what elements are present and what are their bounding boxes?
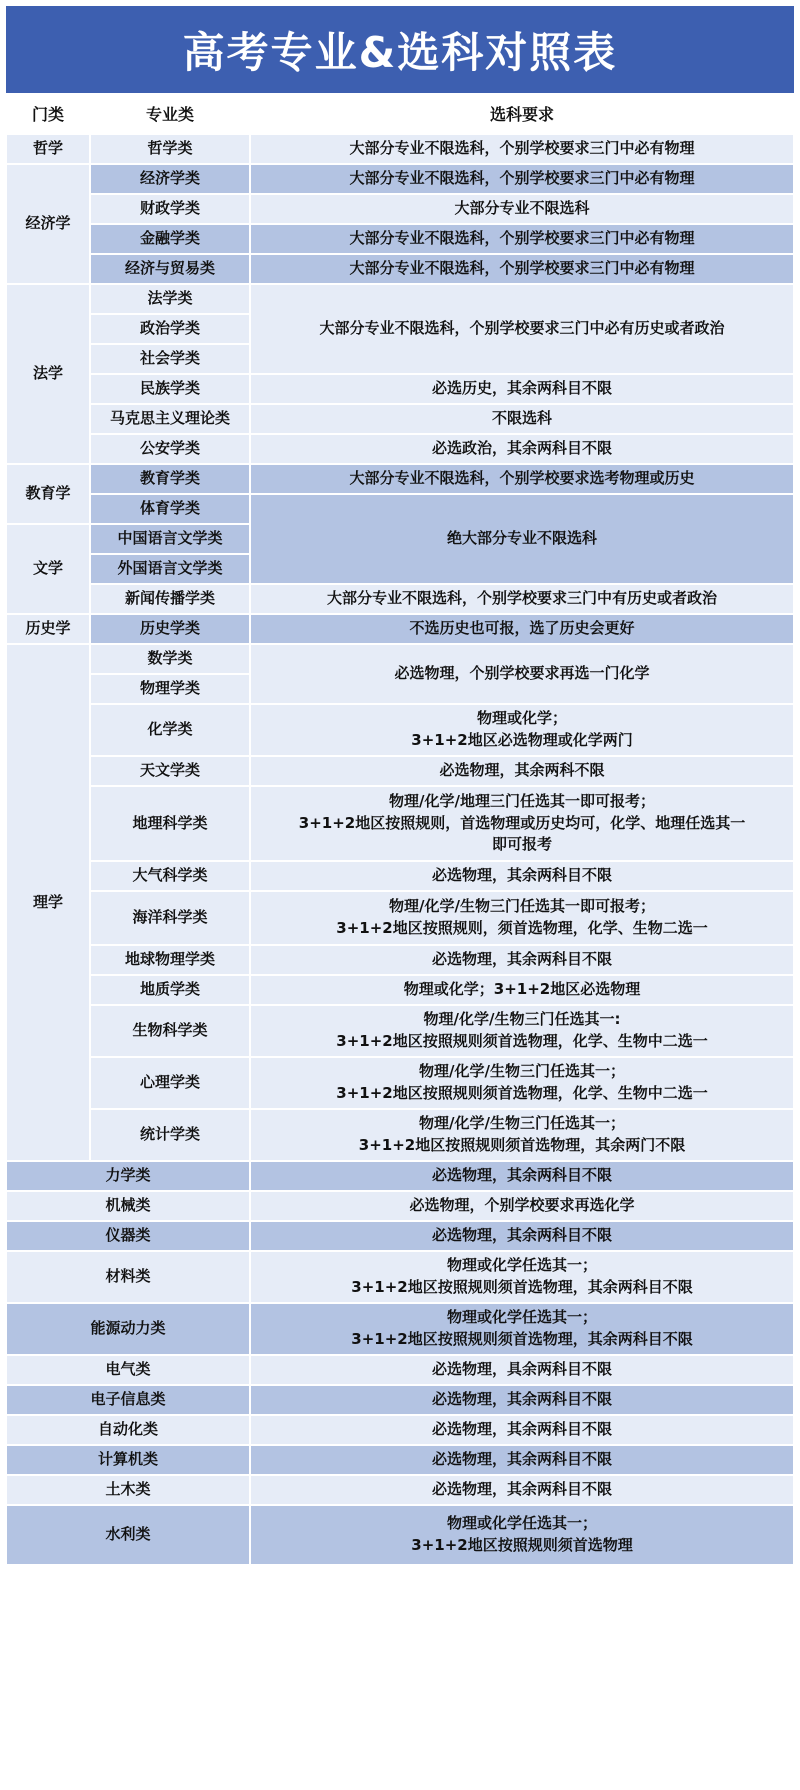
major-cell: 仪器类: [6, 1221, 250, 1251]
title-banner: [6, 6, 794, 93]
requirement-cell: 物理/化学/地理三门任选其一即可报考； 3+1+2地区按照规则，首选物理或历史均可，化学、地理任选其一 即可报考: [250, 786, 794, 861]
major-cell: 社会学类: [90, 344, 250, 374]
major-cell: 地质学类: [90, 975, 250, 1005]
requirement-cell: 物理/化学/生物三门任选其一即可报考； 3+1+2地区按照规则，须首选物理，化学、生物二选一: [250, 891, 794, 945]
major-cell: 心理学类: [90, 1057, 250, 1109]
requirement-cell: 不限选科: [250, 404, 794, 434]
table-header: [6, 93, 794, 134]
requirement-cell: 必选物理，个别学校要求再选化学: [250, 1191, 794, 1221]
requirement-cell: 绝大部分专业不限选科: [250, 494, 794, 584]
major-cell: 政治学类: [90, 314, 250, 344]
major-cell: 化学类: [90, 704, 250, 756]
requirement-cell: 大部分专业不限选科，个别学校要求三门中必有物理: [250, 254, 794, 284]
category-cell: 法学: [6, 284, 90, 464]
major-cell: 财政学类: [90, 194, 250, 224]
requirement-cell: 必选物理，其余两科目不限: [250, 861, 794, 891]
major-cell: 历史学类: [90, 614, 250, 644]
requirement-cell: 大部分专业不限选科: [250, 194, 794, 224]
major-cell: 生物科学类: [90, 1005, 250, 1057]
major-cell: 材料类: [6, 1251, 250, 1303]
major-cell: 电子信息类: [6, 1385, 250, 1415]
major-cell: 天文学类: [90, 756, 250, 786]
major-cell: 体育学类: [90, 494, 250, 524]
requirement-cell: 必选政治，其余两科目不限: [250, 434, 794, 464]
requirement-cell: 大部分专业不限选科，个别学校要求三门中有历史或者政治: [250, 584, 794, 614]
requirement-cell: 物理或化学；3+1+2地区必选物理: [250, 975, 794, 1005]
requirement-cell: 必选物理，其余两科目不限: [250, 1445, 794, 1475]
requirement-cell: 必选物理，个别学校要求再选一门化学: [250, 644, 794, 704]
requirement-cell: 必选物理，其余两科目不限: [250, 1221, 794, 1251]
requirement-cell: 必选物理，其余两科目不限: [250, 1385, 794, 1415]
major-cell: 数学类: [90, 644, 250, 674]
major-cell: 电气类: [6, 1355, 250, 1385]
major-cell: 物理学类: [90, 674, 250, 704]
header-major: 专业类: [145, 105, 194, 124]
requirement-cell: 必选物理，其余两科不限: [250, 756, 794, 786]
major-cell: 地理科学类: [90, 786, 250, 861]
requirement-cell: 物理或化学任选其一； 3+1+2地区按照规则须首选物理，其余两科目不限: [250, 1251, 794, 1303]
requirement-cell: 物理/化学/生物三门任选其一； 3+1+2地区按照规则须首选物理，化学、生物中二选一: [250, 1057, 794, 1109]
requirement-cell: 大部分专业不限选科，个别学校要求三门中必有物理: [250, 224, 794, 254]
requirement-cell: 不选历史也可报，选了历史会更好: [250, 614, 794, 644]
requirement-cell: 必选物理，其余两科目不限: [250, 1161, 794, 1191]
major-cell: 经济与贸易类: [90, 254, 250, 284]
major-cell: 大气科学类: [90, 861, 250, 891]
requirement-cell: 大部分专业不限选科，个别学校要求三门中必有历史或者政治: [250, 284, 794, 374]
category-cell: 经济学: [6, 164, 90, 284]
category-cell: 哲学: [6, 134, 90, 164]
major-cell: 自动化类: [6, 1415, 250, 1445]
major-cell: 统计学类: [90, 1109, 250, 1161]
major-cell: 经济学类: [90, 164, 250, 194]
major-cell: 外国语言文学类: [90, 554, 250, 584]
requirement-cell: 大部分专业不限选科，个别学校要求选考物理或历史: [250, 464, 794, 494]
major-cell: 机械类: [6, 1191, 250, 1221]
major-table: [6, 134, 794, 1784]
requirement-cell: 必选物理，具余两科目不限: [250, 1355, 794, 1385]
major-cell: 中国语言文学类: [90, 524, 250, 554]
major-cell: 海洋科学类: [90, 891, 250, 945]
requirement-cell: 大部分专业不限选科，个别学校要求三门中必有物理: [250, 134, 794, 164]
requirement-cell: 物理或化学； 3+1+2地区必选物理或化学两门: [250, 704, 794, 756]
category-cell: 文学: [6, 524, 90, 614]
requirement-cell: 物理/化学/生物三门任选其一； 3+1+2地区按照规则须首选物理，其余两门不限: [250, 1109, 794, 1161]
major-cell: 土木类: [6, 1475, 250, 1505]
major-cell: 能源动力类: [6, 1303, 250, 1355]
major-cell: 新闻传播学类: [90, 584, 250, 614]
requirement-cell: 大部分专业不限选科，个别学校要求三门中必有物理: [250, 164, 794, 194]
category-cell: 教育学: [6, 464, 90, 524]
category-cell: 历史学: [6, 614, 90, 644]
major-cell: 马克思主义理论类: [90, 404, 250, 434]
major-cell: 哲学类: [90, 134, 250, 164]
category-cell: 理学: [6, 644, 90, 1161]
major-cell: 公安学类: [90, 434, 250, 464]
requirement-cell: 物理或化学任选其一； 3+1+2地区按照规则须首选物理: [250, 1505, 794, 1565]
major-cell: 水利类: [6, 1505, 250, 1565]
major-cell: 计算机类: [6, 1445, 250, 1475]
major-cell: 金融学类: [90, 224, 250, 254]
major-cell: 地球物理学类: [90, 945, 250, 975]
requirement-cell: 必选物理，其余两科目不限: [250, 1475, 794, 1505]
major-cell: 法学类: [90, 284, 250, 314]
page-title: 高考专业&选科对照表: [182, 27, 618, 77]
requirement-cell: 物理/化学/生物三门任选其一: 3+1+2地区按照规则须首选物理，化学、生物中二选一: [250, 1005, 794, 1057]
major-cell: 教育学类: [90, 464, 250, 494]
major-cell: 民族学类: [90, 374, 250, 404]
requirement-cell: 必选历史，其余两科目不限: [250, 374, 794, 404]
requirement-cell: 物理或化学任选其一； 3+1+2地区按照规则须首选物理，其余两科目不限: [250, 1303, 794, 1355]
header-category: 门类: [31, 105, 64, 124]
header-requirement: 选科要求: [489, 105, 554, 124]
requirement-cell: 必选物理，其余两科目不限: [250, 1415, 794, 1445]
major-cell: 力学类: [6, 1161, 250, 1191]
requirement-cell: 必选物理，其余两科目不限: [250, 945, 794, 975]
